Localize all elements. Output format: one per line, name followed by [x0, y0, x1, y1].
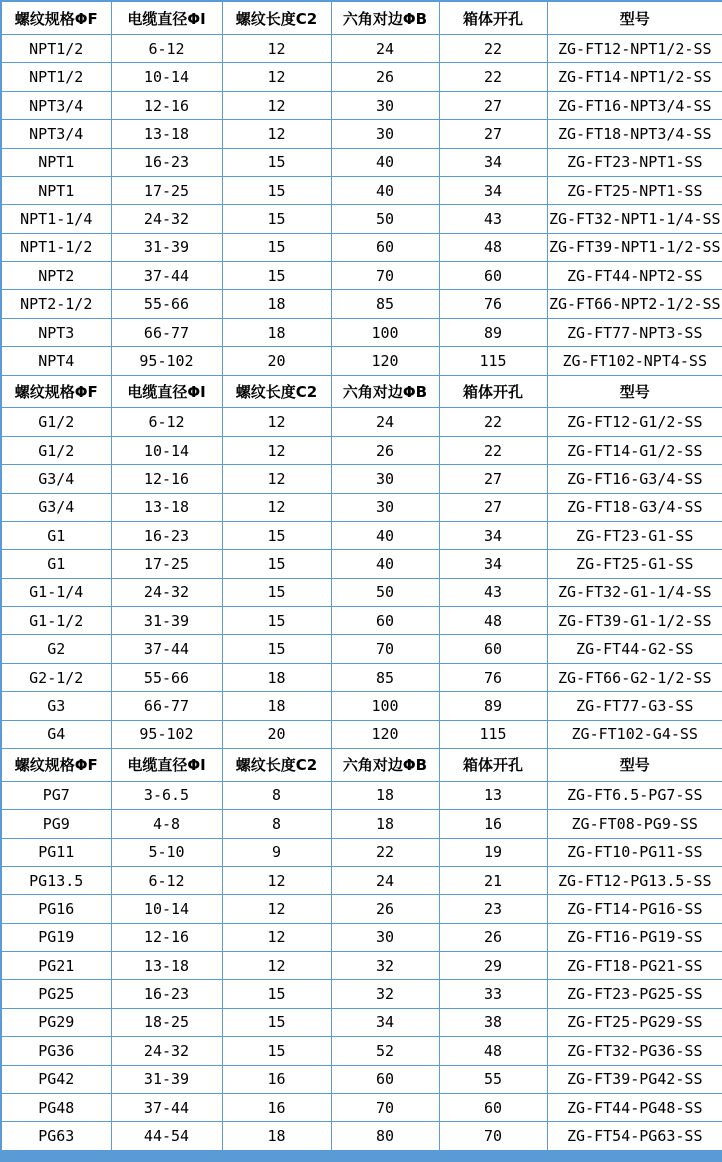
cell-thread-spec: G2-1/2	[1, 663, 111, 691]
cell-cable-diameter: 16-23	[111, 980, 222, 1008]
cell-cable-diameter: 3-6.5	[111, 781, 222, 809]
cell-thread-length: 12	[222, 436, 331, 464]
cell-hex-across-flats: 18	[331, 810, 439, 838]
table-row	[1, 436, 722, 464]
cell-hex-across-flats: 100	[331, 318, 439, 346]
table-row	[1, 550, 722, 578]
cell-cable-diameter: 24-32	[111, 578, 222, 606]
cell-enclosure-hole: 48	[439, 1037, 547, 1065]
cell-cable-diameter: 37-44	[111, 1093, 222, 1121]
cell-hex-across-flats: 50	[331, 578, 439, 606]
cell-hex-across-flats: 40	[331, 176, 439, 204]
column-header-enclosure-hole: 箱体开孔	[439, 1, 547, 35]
cell-hex-across-flats: 70	[331, 635, 439, 663]
cell-hex-across-flats: 24	[331, 866, 439, 894]
cell-thread-length: 12	[222, 952, 331, 980]
column-header-cable-diameter: 电缆直径ΦI	[111, 748, 222, 781]
cell-thread-length: 15	[222, 521, 331, 549]
cell-model: ZG-FT102-G4-SS	[547, 720, 722, 748]
cell-cable-diameter: 16-23	[111, 148, 222, 176]
cell-model: ZG-FT25-NPT1-SS	[547, 176, 722, 204]
cell-enclosure-hole: 27	[439, 91, 547, 119]
cell-cable-diameter: 17-25	[111, 176, 222, 204]
cell-enclosure-hole: 76	[439, 663, 547, 691]
cell-enclosure-hole: 48	[439, 607, 547, 635]
cell-thread-length: 15	[222, 550, 331, 578]
cell-model: ZG-FT23-NPT1-SS	[547, 148, 722, 176]
cell-thread-length: 15	[222, 1037, 331, 1065]
table-row	[1, 262, 722, 290]
cell-thread-spec: NPT3	[1, 318, 111, 346]
table-row	[1, 233, 722, 261]
cell-cable-diameter: 13-18	[111, 120, 222, 148]
cell-cable-diameter: 24-32	[111, 1037, 222, 1065]
cell-model: ZG-FT39-PG42-SS	[547, 1065, 722, 1093]
cell-thread-spec: PG9	[1, 810, 111, 838]
cell-cable-diameter: 4-8	[111, 810, 222, 838]
cell-enclosure-hole: 60	[439, 635, 547, 663]
cell-thread-length: 8	[222, 810, 331, 838]
cell-enclosure-hole: 19	[439, 838, 547, 866]
cell-hex-across-flats: 40	[331, 521, 439, 549]
cell-hex-across-flats: 18	[331, 781, 439, 809]
cell-thread-spec: PG29	[1, 1008, 111, 1036]
cell-enclosure-hole: 89	[439, 318, 547, 346]
table-row	[1, 663, 722, 691]
table-row	[1, 63, 722, 91]
cell-hex-across-flats: 70	[331, 1093, 439, 1121]
cell-cable-diameter: 66-77	[111, 692, 222, 720]
cell-hex-across-flats: 40	[331, 550, 439, 578]
cell-cable-diameter: 10-14	[111, 895, 222, 923]
table-row	[1, 952, 722, 980]
cell-model: ZG-FT66-G2-1/2-SS	[547, 663, 722, 691]
cell-thread-length: 12	[222, 35, 331, 63]
table-row	[1, 720, 722, 748]
table-row	[1, 176, 722, 204]
cell-thread-spec: G1	[1, 521, 111, 549]
cell-model: ZG-FT14-G1/2-SS	[547, 436, 722, 464]
cell-model: ZG-FT25-PG29-SS	[547, 1008, 722, 1036]
cell-thread-length: 15	[222, 233, 331, 261]
cell-thread-spec: PG25	[1, 980, 111, 1008]
cell-thread-spec: PG48	[1, 1093, 111, 1121]
cell-thread-length: 15	[222, 980, 331, 1008]
cell-thread-length: 12	[222, 408, 331, 436]
cell-hex-across-flats: 22	[331, 838, 439, 866]
cell-model: ZG-FT12-NPT1/2-SS	[547, 35, 722, 63]
cell-cable-diameter: 12-16	[111, 923, 222, 951]
cell-enclosure-hole: 48	[439, 233, 547, 261]
cell-thread-length: 18	[222, 290, 331, 318]
cell-thread-spec: NPT1-1/4	[1, 205, 111, 233]
cell-hex-across-flats: 26	[331, 895, 439, 923]
cell-cable-diameter: 31-39	[111, 607, 222, 635]
column-header-thread-spec: 螺纹规格ΦF	[1, 748, 111, 781]
cell-hex-across-flats: 52	[331, 1037, 439, 1065]
column-header-thread-length: 螺纹长度C2	[222, 375, 331, 408]
cell-thread-length: 15	[222, 262, 331, 290]
cell-thread-length: 15	[222, 635, 331, 663]
cell-thread-length: 12	[222, 465, 331, 493]
cell-model: ZG-FT102-NPT4-SS	[547, 347, 722, 375]
cell-enclosure-hole: 27	[439, 465, 547, 493]
cell-cable-diameter: 13-18	[111, 952, 222, 980]
table-row	[1, 838, 722, 866]
table-row	[1, 923, 722, 951]
bottom-blue-strip	[0, 1152, 722, 1162]
cell-model: ZG-FT23-G1-SS	[547, 521, 722, 549]
cell-hex-across-flats: 30	[331, 120, 439, 148]
cell-enclosure-hole: 22	[439, 408, 547, 436]
cell-model: ZG-FT39-G1-1/2-SS	[547, 607, 722, 635]
cell-model: ZG-FT32-NPT1-1/4-SS	[547, 205, 722, 233]
cell-cable-diameter: 37-44	[111, 635, 222, 663]
cell-cable-diameter: 31-39	[111, 233, 222, 261]
cell-model: ZG-FT18-PG21-SS	[547, 952, 722, 980]
cell-hex-across-flats: 30	[331, 923, 439, 951]
cell-model: ZG-FT16-PG19-SS	[547, 923, 722, 951]
column-header-cable-diameter: 电缆直径ΦI	[111, 1, 222, 35]
cell-thread-spec: G1	[1, 550, 111, 578]
cell-cable-diameter: 6-12	[111, 35, 222, 63]
column-header-enclosure-hole: 箱体开孔	[439, 375, 547, 408]
table-row	[1, 1008, 722, 1036]
cell-thread-spec: G3	[1, 692, 111, 720]
table-row	[1, 1065, 722, 1093]
cell-hex-across-flats: 34	[331, 1008, 439, 1036]
cell-enclosure-hole: 60	[439, 262, 547, 290]
cell-thread-length: 18	[222, 318, 331, 346]
table-row	[1, 1037, 722, 1065]
cell-cable-diameter: 16-23	[111, 521, 222, 549]
cell-thread-spec: NPT3/4	[1, 91, 111, 119]
section-header-row-npt	[1, 1, 722, 35]
cell-thread-spec: G2	[1, 635, 111, 663]
cell-hex-across-flats: 30	[331, 493, 439, 521]
column-header-cable-diameter: 电缆直径ΦI	[111, 375, 222, 408]
cell-thread-spec: PG19	[1, 923, 111, 951]
cell-cable-diameter: 44-54	[111, 1122, 222, 1151]
cell-thread-length: 12	[222, 923, 331, 951]
cell-thread-length: 16	[222, 1093, 331, 1121]
cell-hex-across-flats: 24	[331, 408, 439, 436]
cell-cable-diameter: 31-39	[111, 1065, 222, 1093]
cell-thread-spec: NPT1	[1, 148, 111, 176]
cell-thread-spec: PG16	[1, 895, 111, 923]
cell-model: ZG-FT18-NPT3/4-SS	[547, 120, 722, 148]
cell-cable-diameter: 10-14	[111, 63, 222, 91]
column-header-thread-spec: 螺纹规格ΦF	[1, 375, 111, 408]
cell-cable-diameter: 12-16	[111, 91, 222, 119]
cell-thread-length: 15	[222, 205, 331, 233]
cell-enclosure-hole: 43	[439, 578, 547, 606]
table-row	[1, 120, 722, 148]
cell-hex-across-flats: 60	[331, 607, 439, 635]
cell-thread-length: 18	[222, 663, 331, 691]
cell-hex-across-flats: 120	[331, 347, 439, 375]
column-header-model: 型号	[547, 1, 722, 35]
cell-hex-across-flats: 60	[331, 233, 439, 261]
cell-cable-diameter: 13-18	[111, 493, 222, 521]
cell-thread-spec: NPT1/2	[1, 63, 111, 91]
cell-thread-length: 12	[222, 493, 331, 521]
cell-model: ZG-FT16-G3/4-SS	[547, 465, 722, 493]
cell-model: ZG-FT18-G3/4-SS	[547, 493, 722, 521]
cell-cable-diameter: 18-25	[111, 1008, 222, 1036]
cell-thread-spec: NPT1/2	[1, 35, 111, 63]
table-row	[1, 148, 722, 176]
cell-enclosure-hole: 21	[439, 866, 547, 894]
cell-enclosure-hole: 34	[439, 521, 547, 549]
cell-hex-across-flats: 60	[331, 1065, 439, 1093]
cell-hex-across-flats: 50	[331, 205, 439, 233]
cell-hex-across-flats: 32	[331, 952, 439, 980]
table-row	[1, 607, 722, 635]
cell-thread-length: 15	[222, 148, 331, 176]
cell-thread-length: 15	[222, 1008, 331, 1036]
cell-thread-length: 12	[222, 63, 331, 91]
cell-cable-diameter: 17-25	[111, 550, 222, 578]
cell-model: ZG-FT44-G2-SS	[547, 635, 722, 663]
section-header-row-pg	[1, 748, 722, 781]
table-row	[1, 347, 722, 375]
cell-enclosure-hole: 70	[439, 1122, 547, 1151]
cell-enclosure-hole: 26	[439, 923, 547, 951]
cell-enclosure-hole: 22	[439, 35, 547, 63]
cell-cable-diameter: 6-12	[111, 866, 222, 894]
cell-thread-spec: G3/4	[1, 465, 111, 493]
cell-cable-diameter: 12-16	[111, 465, 222, 493]
cell-thread-length: 15	[222, 176, 331, 204]
cell-enclosure-hole: 89	[439, 692, 547, 720]
cell-hex-across-flats: 26	[331, 436, 439, 464]
cell-enclosure-hole: 22	[439, 436, 547, 464]
cell-cable-diameter: 55-66	[111, 290, 222, 318]
cell-thread-spec: NPT1-1/2	[1, 233, 111, 261]
cell-hex-across-flats: 100	[331, 692, 439, 720]
cell-hex-across-flats: 26	[331, 63, 439, 91]
cell-thread-length: 15	[222, 607, 331, 635]
cell-hex-across-flats: 30	[331, 91, 439, 119]
table-row	[1, 1093, 722, 1121]
cell-hex-across-flats: 70	[331, 262, 439, 290]
cell-thread-length: 12	[222, 866, 331, 894]
table-row	[1, 1122, 722, 1151]
cell-thread-spec: PG63	[1, 1122, 111, 1151]
cell-enclosure-hole: 34	[439, 176, 547, 204]
cell-hex-across-flats: 32	[331, 980, 439, 1008]
cell-model: ZG-FT39-NPT1-1/2-SS	[547, 233, 722, 261]
cell-thread-spec: G1-1/2	[1, 607, 111, 635]
cell-model: ZG-FT77-NPT3-SS	[547, 318, 722, 346]
cell-model: ZG-FT77-G3-SS	[547, 692, 722, 720]
table-row	[1, 980, 722, 1008]
spec-table-body	[1, 1, 722, 1151]
cell-model: ZG-FT44-PG48-SS	[547, 1093, 722, 1121]
cell-cable-diameter: 95-102	[111, 347, 222, 375]
cell-hex-across-flats: 30	[331, 465, 439, 493]
cell-thread-spec: PG7	[1, 781, 111, 809]
cell-model: ZG-FT12-G1/2-SS	[547, 408, 722, 436]
cell-thread-length: 20	[222, 347, 331, 375]
cell-thread-spec: NPT3/4	[1, 120, 111, 148]
table-row	[1, 205, 722, 233]
cell-enclosure-hole: 55	[439, 1065, 547, 1093]
table-row	[1, 521, 722, 549]
cell-thread-spec: PG36	[1, 1037, 111, 1065]
table-row	[1, 895, 722, 923]
table-row	[1, 578, 722, 606]
table-row	[1, 35, 722, 63]
column-header-model: 型号	[547, 748, 722, 781]
table-row	[1, 810, 722, 838]
cell-enclosure-hole: 115	[439, 347, 547, 375]
cell-thread-spec: PG42	[1, 1065, 111, 1093]
cell-thread-spec: G1-1/4	[1, 578, 111, 606]
cell-thread-length: 8	[222, 781, 331, 809]
cell-hex-across-flats: 120	[331, 720, 439, 748]
cell-hex-across-flats: 85	[331, 663, 439, 691]
cell-model: ZG-FT10-PG11-SS	[547, 838, 722, 866]
cell-cable-diameter: 95-102	[111, 720, 222, 748]
cell-thread-length: 18	[222, 692, 331, 720]
cell-thread-spec: NPT1	[1, 176, 111, 204]
cell-cable-diameter: 66-77	[111, 318, 222, 346]
cell-thread-spec: G1/2	[1, 436, 111, 464]
cell-thread-length: 15	[222, 578, 331, 606]
cell-enclosure-hole: 60	[439, 1093, 547, 1121]
cell-model: ZG-FT32-G1-1/4-SS	[547, 578, 722, 606]
cell-model: ZG-FT14-PG16-SS	[547, 895, 722, 923]
cell-enclosure-hole: 115	[439, 720, 547, 748]
cell-enclosure-hole: 43	[439, 205, 547, 233]
cell-thread-length: 18	[222, 1122, 331, 1151]
cell-thread-length: 16	[222, 1065, 331, 1093]
cell-thread-spec: PG13.5	[1, 866, 111, 894]
table-row	[1, 866, 722, 894]
cell-enclosure-hole: 16	[439, 810, 547, 838]
cell-thread-length: 12	[222, 120, 331, 148]
cell-thread-spec: NPT2-1/2	[1, 290, 111, 318]
table-row	[1, 408, 722, 436]
column-header-thread-length: 螺纹长度C2	[222, 748, 331, 781]
cell-model: ZG-FT32-PG36-SS	[547, 1037, 722, 1065]
table-row	[1, 91, 722, 119]
cell-model: ZG-FT54-PG63-SS	[547, 1122, 722, 1151]
cell-thread-spec: NPT2	[1, 262, 111, 290]
cell-enclosure-hole: 22	[439, 63, 547, 91]
cell-hex-across-flats: 40	[331, 148, 439, 176]
cell-cable-diameter: 6-12	[111, 408, 222, 436]
cell-cable-diameter: 10-14	[111, 436, 222, 464]
cell-thread-spec: G3/4	[1, 493, 111, 521]
cell-thread-length: 9	[222, 838, 331, 866]
section-header-row-g	[1, 375, 722, 408]
column-header-hex-across-flats: 六角对边ΦB	[331, 748, 439, 781]
cell-model: ZG-FT08-PG9-SS	[547, 810, 722, 838]
cell-enclosure-hole: 33	[439, 980, 547, 1008]
cell-model: ZG-FT16-NPT3/4-SS	[547, 91, 722, 119]
cell-enclosure-hole: 27	[439, 493, 547, 521]
cell-thread-length: 20	[222, 720, 331, 748]
cell-model: ZG-FT66-NPT2-1/2-SS	[547, 290, 722, 318]
cell-enclosure-hole: 13	[439, 781, 547, 809]
cell-cable-diameter: 5-10	[111, 838, 222, 866]
column-header-hex-across-flats: 六角对边ΦB	[331, 375, 439, 408]
cell-enclosure-hole: 76	[439, 290, 547, 318]
cell-enclosure-hole: 38	[439, 1008, 547, 1036]
column-header-hex-across-flats: 六角对边ΦB	[331, 1, 439, 35]
cell-enclosure-hole: 34	[439, 148, 547, 176]
cell-thread-spec: PG11	[1, 838, 111, 866]
cell-thread-spec: G1/2	[1, 408, 111, 436]
cell-model: ZG-FT14-NPT1/2-SS	[547, 63, 722, 91]
cell-hex-across-flats: 24	[331, 35, 439, 63]
cell-model: ZG-FT6.5-PG7-SS	[547, 781, 722, 809]
table-row	[1, 465, 722, 493]
cell-cable-diameter: 37-44	[111, 262, 222, 290]
cell-cable-diameter: 55-66	[111, 663, 222, 691]
cell-hex-across-flats: 85	[331, 290, 439, 318]
table-row	[1, 635, 722, 663]
table-row	[1, 493, 722, 521]
cell-enclosure-hole: 23	[439, 895, 547, 923]
cell-thread-spec: G4	[1, 720, 111, 748]
column-header-thread-length: 螺纹长度C2	[222, 1, 331, 35]
cell-hex-across-flats: 80	[331, 1122, 439, 1151]
column-header-enclosure-hole: 箱体开孔	[439, 748, 547, 781]
cell-model: ZG-FT44-NPT2-SS	[547, 262, 722, 290]
cell-thread-length: 12	[222, 91, 331, 119]
table-row	[1, 318, 722, 346]
cell-enclosure-hole: 29	[439, 952, 547, 980]
table-row	[1, 290, 722, 318]
cell-cable-diameter: 24-32	[111, 205, 222, 233]
table-row	[1, 781, 722, 809]
cell-model: ZG-FT23-PG25-SS	[547, 980, 722, 1008]
cell-enclosure-hole: 27	[439, 120, 547, 148]
table-row	[1, 692, 722, 720]
column-header-model: 型号	[547, 375, 722, 408]
cell-model: ZG-FT25-G1-SS	[547, 550, 722, 578]
cell-thread-spec: PG21	[1, 952, 111, 980]
column-header-thread-spec: 螺纹规格ΦF	[1, 1, 111, 35]
cell-thread-spec: NPT4	[1, 347, 111, 375]
cell-enclosure-hole: 34	[439, 550, 547, 578]
cell-model: ZG-FT12-PG13.5-SS	[547, 866, 722, 894]
cell-thread-length: 12	[222, 895, 331, 923]
